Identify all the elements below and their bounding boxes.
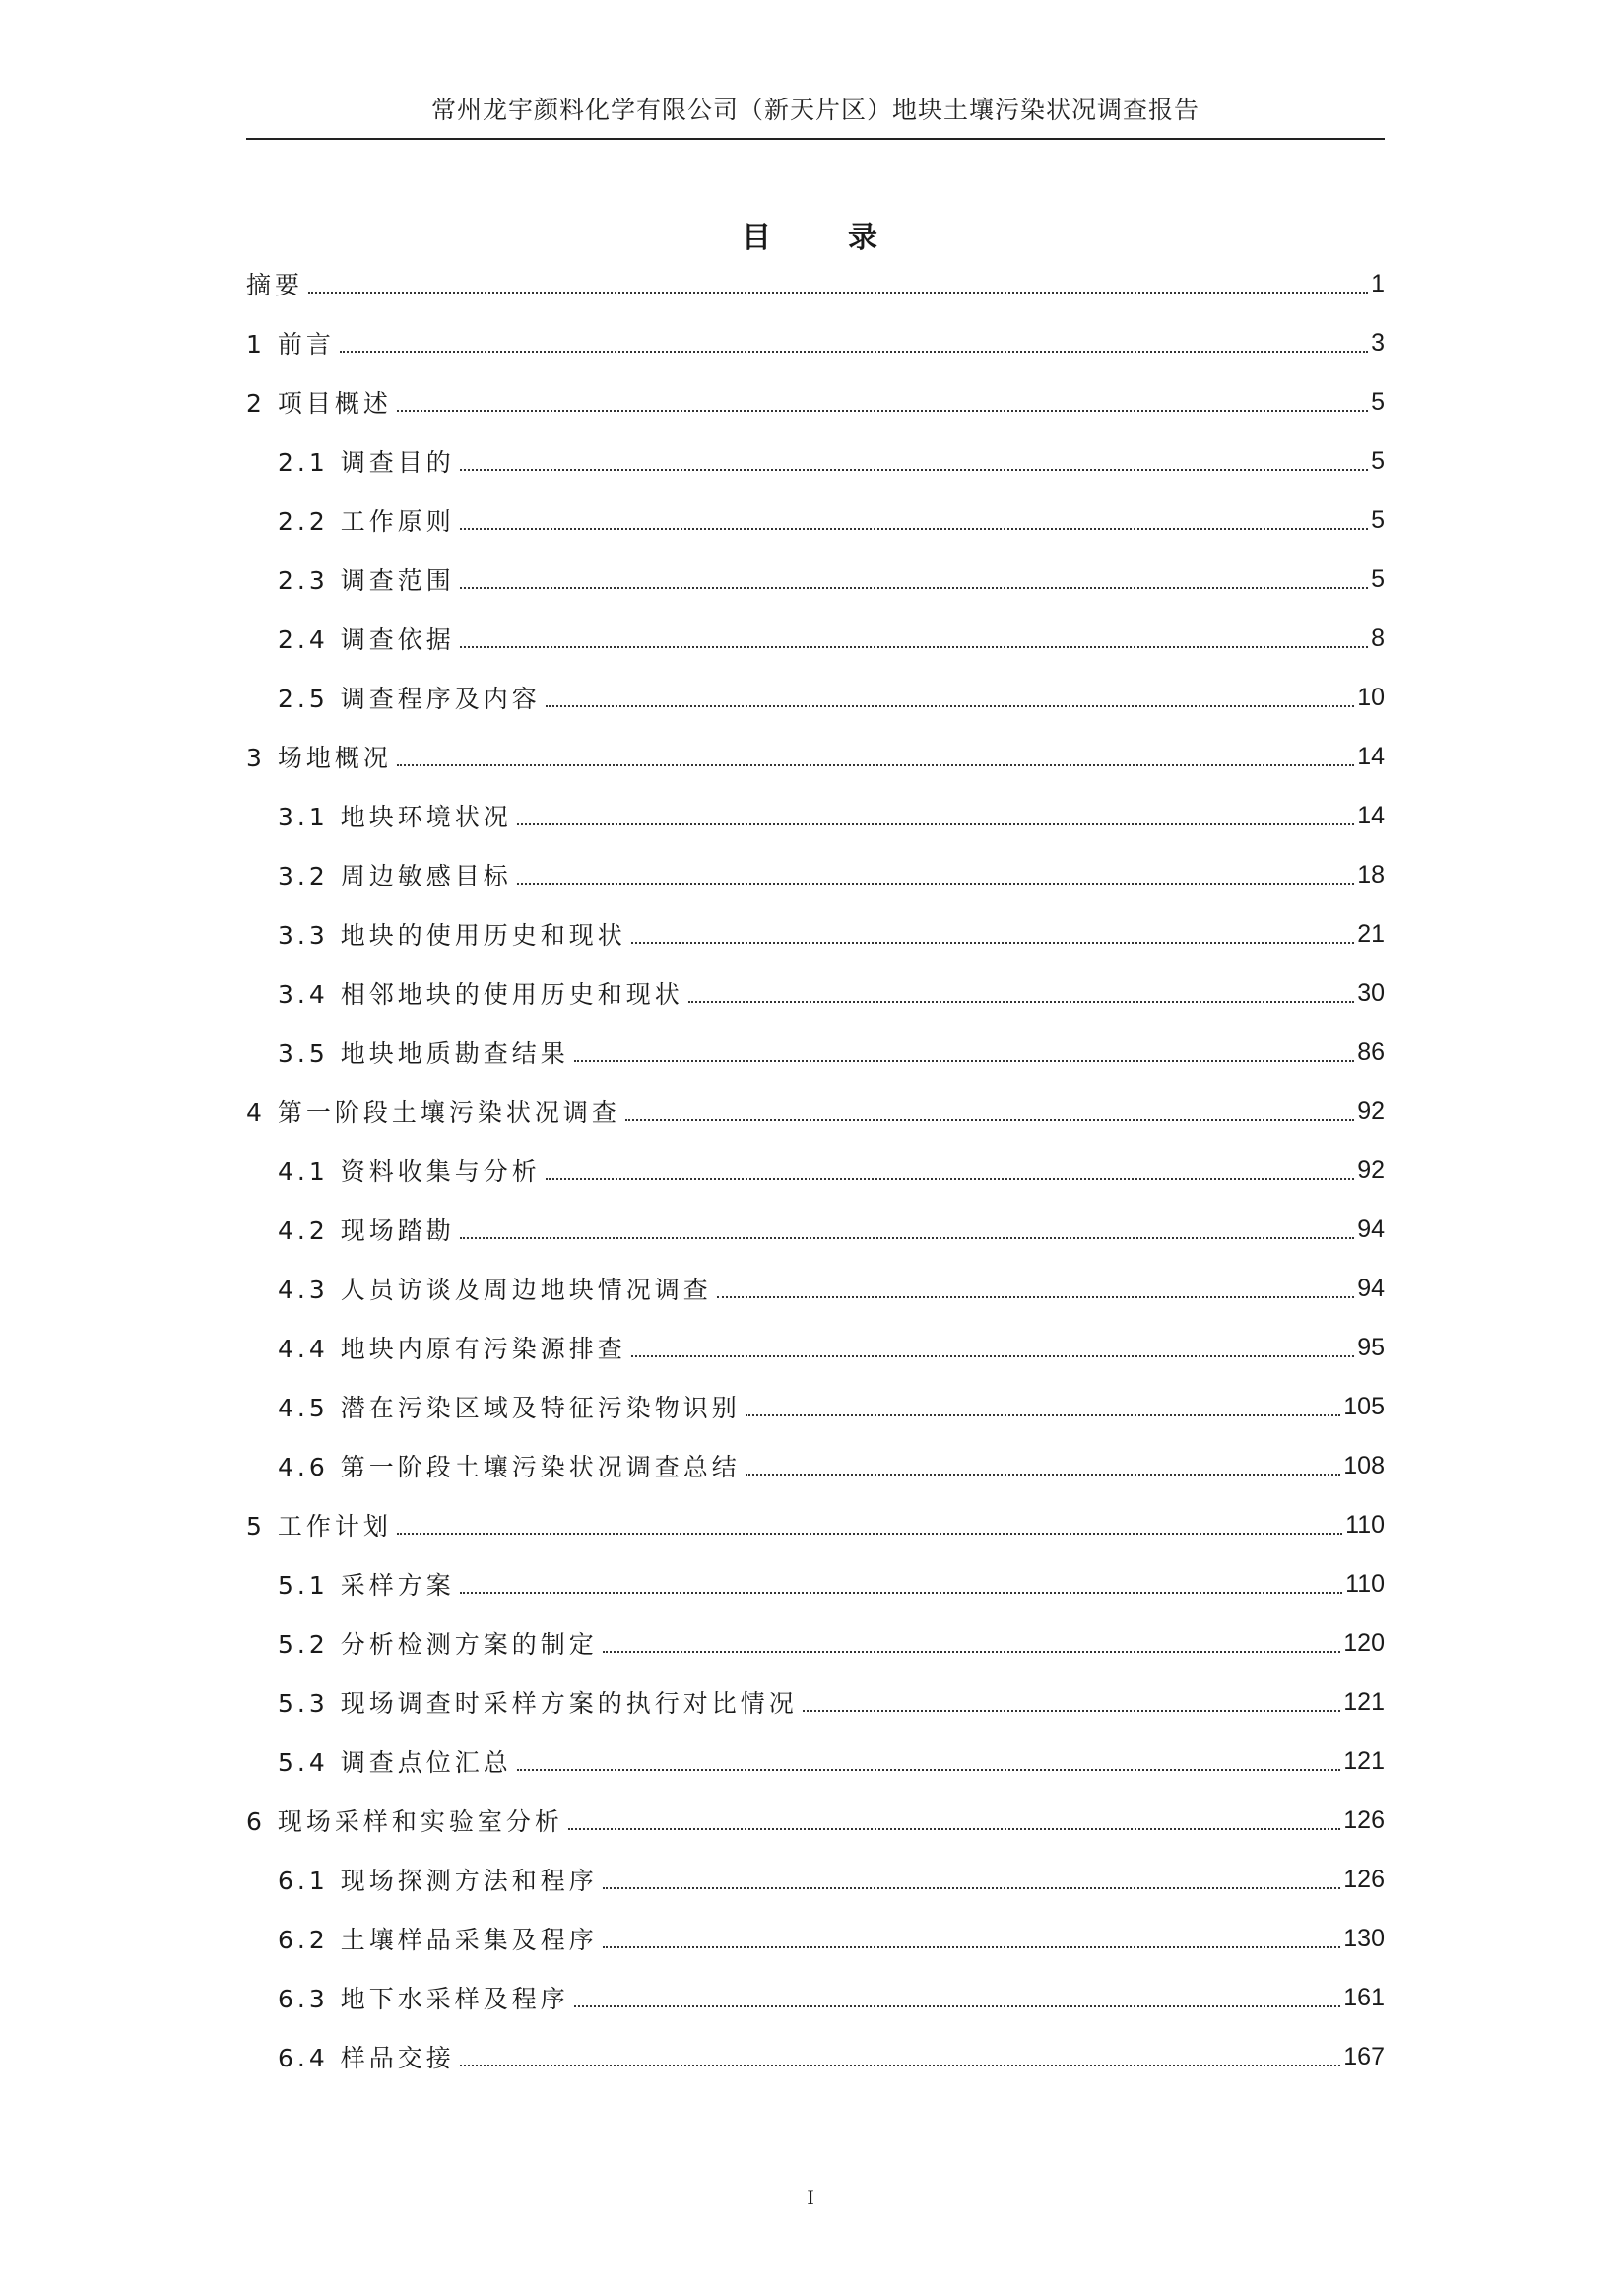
toc-entry[interactable]	[246, 254, 1385, 313]
toc-leader-dots	[517, 1769, 1341, 1771]
toc-entry-label: 2.5 调查程序及内容	[278, 685, 541, 713]
toc-entry-label: 2 项目概述	[246, 389, 392, 418]
toc-entry[interactable]	[246, 1259, 1385, 1318]
toc-entry[interactable]	[246, 2027, 1385, 2086]
toc-entry[interactable]	[246, 668, 1385, 727]
toc-leader-dots	[625, 1119, 1354, 1121]
toc-entry[interactable]	[246, 1850, 1385, 1909]
toc-entry-label: 6.4 样品交接	[278, 2044, 455, 2072]
toc-leader-dots	[603, 1651, 1341, 1653]
toc-entry[interactable]	[246, 313, 1385, 372]
toc-entry[interactable]	[246, 1495, 1385, 1554]
toc-entry-page: 92	[1357, 1096, 1385, 1125]
toc-entry-page: 110	[1345, 1569, 1385, 1598]
toc-entry-label: 6.2 土壤样品采集及程序	[278, 1926, 598, 1954]
toc-entry[interactable]	[246, 1909, 1385, 1968]
toc-leader-dots	[460, 587, 1368, 589]
toc-entry[interactable]	[246, 1732, 1385, 1791]
toc-entry-label: 4.5 潜在污染区域及特征污染物识别	[278, 1394, 741, 1422]
toc-entry-page: 14	[1357, 742, 1385, 770]
toc-entry[interactable]	[246, 1141, 1385, 1200]
toc-leader-dots	[460, 469, 1368, 471]
toc-entry-page: 161	[1343, 1983, 1385, 2011]
toc-leader-dots	[631, 942, 1354, 944]
toc-entry-page: 105	[1343, 1392, 1385, 1420]
toc-leader-dots	[308, 292, 1368, 294]
toc-entry[interactable]	[246, 1200, 1385, 1259]
toc-entry-page: 92	[1357, 1155, 1385, 1184]
toc-entry[interactable]	[246, 1968, 1385, 2027]
page-number: I	[807, 2185, 814, 2209]
toc-entry-page: 10	[1357, 683, 1385, 711]
toc-leader-dots	[568, 1828, 1340, 1830]
toc-entry-label: 5.2 分析检测方案的制定	[278, 1630, 598, 1659]
toc-entry-page: 18	[1357, 860, 1385, 888]
toc-entry-label: 4.1 资料收集与分析	[278, 1157, 541, 1186]
toc-leader-dots	[803, 1710, 1341, 1712]
toc-entry[interactable]	[246, 904, 1385, 963]
toc-entry-page: 126	[1343, 1865, 1385, 1893]
toc-entry-page: 5	[1371, 387, 1385, 416]
toc-entry[interactable]	[246, 609, 1385, 668]
toc-entry[interactable]	[246, 727, 1385, 786]
toc-entry-label: 2.4 调查依据	[278, 625, 455, 654]
toc-entry[interactable]	[246, 1554, 1385, 1613]
toc-entry[interactable]	[246, 1673, 1385, 1732]
toc-entry-label: 3.4 相邻地块的使用历史和现状	[278, 980, 683, 1009]
toc-entry-page: 5	[1371, 564, 1385, 593]
toc-entry-label: 3.3 地块的使用历史和现状	[278, 921, 626, 950]
toc-entry[interactable]	[246, 963, 1385, 1022]
toc-leader-dots	[603, 1887, 1341, 1889]
toc-entry-page: 121	[1343, 1746, 1385, 1775]
toc-entry-label: 6.3 地下水采样及程序	[278, 1985, 569, 2013]
toc-entry-page: 8	[1371, 623, 1385, 652]
toc-leader-dots	[546, 705, 1354, 707]
toc-entry-label: 3.2 周边敏感目标	[278, 862, 512, 890]
toc-entry[interactable]	[246, 1791, 1385, 1850]
toc-entry-label: 4.6 第一阶段土壤污染状况调查总结	[278, 1453, 741, 1481]
toc-entry-page: 121	[1343, 1687, 1385, 1716]
toc-entry-page: 30	[1357, 978, 1385, 1007]
toc-entry-page: 3	[1371, 328, 1385, 357]
toc-leader-dots	[460, 646, 1368, 648]
toc-leader-dots	[517, 883, 1354, 885]
toc-entry-label: 摘要	[246, 271, 304, 299]
toc-entry-label: 1 前言	[246, 330, 335, 359]
toc-entry[interactable]	[246, 1613, 1385, 1673]
toc-entry-page: 126	[1343, 1805, 1385, 1834]
toc-entry[interactable]	[246, 1377, 1385, 1436]
toc-title-char-1: 目	[742, 221, 773, 255]
toc-entry-label: 3.5 地块地质勘查结果	[278, 1039, 569, 1068]
toc-entry-page: 21	[1357, 919, 1385, 948]
toc-leader-dots	[517, 823, 1354, 825]
toc-entry-page: 14	[1357, 801, 1385, 829]
toc-entry-label: 5 工作计划	[246, 1512, 392, 1541]
toc-entry-label: 4 第一阶段土壤污染状况调查	[246, 1098, 620, 1127]
toc-entry[interactable]	[246, 372, 1385, 431]
toc-entry-page: 5	[1371, 505, 1385, 534]
toc-entry[interactable]	[246, 1082, 1385, 1141]
toc-leader-dots	[340, 351, 1368, 353]
toc-leader-dots	[460, 2065, 1341, 2066]
toc-entry-page: 167	[1343, 2042, 1385, 2070]
toc-entry-page: 110	[1345, 1510, 1385, 1539]
toc-leader-dots	[688, 1001, 1354, 1003]
toc-entry-label: 2.1 调查目的	[278, 448, 455, 477]
toc-leader-dots	[717, 1296, 1354, 1298]
toc-leader-dots	[460, 1592, 1342, 1594]
toc-entry-page: 130	[1343, 1924, 1385, 1952]
toc-entry-label: 6.1 现场探测方法和程序	[278, 1867, 598, 1895]
toc-entry[interactable]	[246, 1318, 1385, 1377]
header-title: 常州龙宇颜料化学有限公司（新天片区）地块土壤污染状况调查报告	[430, 96, 1200, 124]
toc-title	[0, 213, 1621, 256]
toc-entry-label: 3.1 地块环境状况	[278, 803, 512, 831]
toc-leader-dots	[460, 1237, 1354, 1239]
toc-entry-page: 95	[1357, 1333, 1385, 1361]
toc-entry[interactable]	[246, 1022, 1385, 1082]
toc-leader-dots	[746, 1414, 1341, 1416]
toc-leader-dots	[460, 528, 1368, 530]
toc-leader-dots	[574, 1060, 1354, 1062]
toc-entry[interactable]	[246, 1436, 1385, 1495]
toc-title-char-2: 录	[848, 221, 879, 255]
toc-entry-page: 94	[1357, 1274, 1385, 1302]
toc-entry-label: 4.2 现场踏勘	[278, 1216, 455, 1245]
toc-entry-page: 86	[1357, 1037, 1385, 1066]
toc-leader-dots	[397, 764, 1354, 766]
toc-entry[interactable]	[246, 550, 1385, 609]
toc-leader-dots	[397, 1533, 1342, 1535]
toc-entry-page: 1	[1371, 269, 1385, 297]
toc-entry-label: 3 场地概况	[246, 744, 392, 772]
toc-entry[interactable]	[246, 491, 1385, 550]
toc-entry[interactable]	[246, 845, 1385, 904]
toc-entry-label: 4.3 人员访谈及周边地块情况调查	[278, 1276, 712, 1304]
toc-entry[interactable]	[246, 786, 1385, 845]
toc-entry-label: 5.1 采样方案	[278, 1571, 455, 1600]
toc-leader-dots	[574, 2005, 1341, 2007]
toc-leader-dots	[397, 410, 1368, 412]
toc-leader-dots	[546, 1178, 1354, 1180]
toc-leader-dots	[746, 1474, 1341, 1476]
toc-leader-dots	[631, 1355, 1354, 1357]
toc-entry-label: 5.4 调查点位汇总	[278, 1748, 512, 1777]
toc-entry-page: 5	[1371, 446, 1385, 475]
toc-entry-label: 6 现场采样和实验室分析	[246, 1807, 563, 1836]
toc-leader-dots	[603, 1946, 1341, 1948]
toc-entry-page: 108	[1343, 1451, 1385, 1479]
toc-entry-page: 120	[1343, 1628, 1385, 1657]
table-of-contents	[246, 254, 1385, 2086]
toc-entry-label: 2.2 工作原则	[278, 507, 455, 536]
toc-entry-page: 94	[1357, 1214, 1385, 1243]
toc-entry-label: 4.4 地块内原有污染源排查	[278, 1335, 626, 1363]
running-header	[246, 97, 1385, 140]
toc-entry-label: 2.3 调查范围	[278, 566, 455, 595]
toc-entry[interactable]	[246, 431, 1385, 491]
toc-entry-label: 5.3 现场调查时采样方案的执行对比情况	[278, 1689, 798, 1718]
